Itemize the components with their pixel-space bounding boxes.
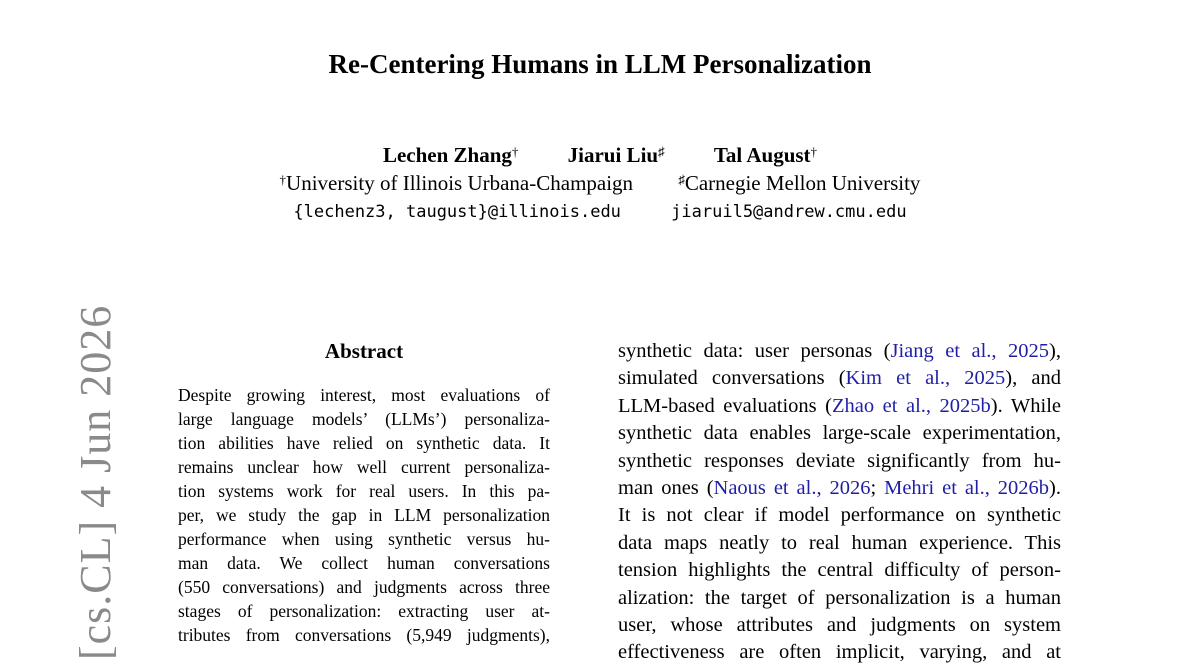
abstract-line: performance when using synthetic versus hu- <box>178 529 550 549</box>
text-run: ), <box>1049 340 1061 362</box>
text-run: synthetic data: user personas ( <box>618 340 891 362</box>
text-run: ). <box>1049 476 1061 499</box>
affiliation-cmu <box>678 169 920 197</box>
body-text-column <box>618 338 1061 667</box>
institution-name: Carnegie Mellon University <box>684 171 921 195</box>
body-line: synthetic responses deviate significantly from hu- <box>618 449 1061 472</box>
abstract-line: stages of personalization: extracting user at- <box>178 601 550 621</box>
citation-link[interactable]: Zhao et al., 2025b <box>832 394 991 417</box>
text-run: simulated conversations ( <box>618 367 846 390</box>
body-line: user, whose attributes and judgments on system <box>618 613 1061 636</box>
affiliation-mark: ♯ <box>678 172 685 187</box>
body-line: tension highlights the central difficulty of person- <box>618 559 1061 582</box>
citation-link[interactable]: Naous et al., 2026 <box>713 476 871 499</box>
body-line: It is not clear if model performance on synthetic <box>618 504 1061 527</box>
author-2 <box>568 141 665 169</box>
affiliation-institutions <box>0 169 1200 197</box>
text-run: LLM-based evaluations ( <box>618 394 833 417</box>
abstract-line: tion systems work for real users. In this pa- <box>178 481 550 501</box>
affiliation-uiuc <box>280 169 634 197</box>
abstract-heading: Abstract <box>324 339 404 363</box>
citation-link[interactable]: Kim et al., 2025 <box>845 367 1006 390</box>
author-1 <box>383 141 518 169</box>
author-name: Tal August <box>713 143 811 167</box>
citation-link[interactable]: Mehri et al., 2026b <box>884 476 1050 499</box>
text-run: ), and <box>1005 367 1061 390</box>
body-line: data maps neatly to real human experience. This <box>618 531 1061 554</box>
body-line: synthetic data enables large-scale experimentation, <box>618 422 1061 445</box>
body-line <box>618 475 1061 502</box>
paper-title: Re-Centering Humans in LLM Personalization <box>328 49 872 79</box>
author-name: Lechen Zhang <box>382 143 512 167</box>
arxiv-stamp: [cs.CL] 4 Jun 2026 <box>71 304 120 660</box>
body-line <box>618 393 1061 420</box>
email-uiuc: {lechenz3, taugust}@illinois.edu <box>293 202 621 222</box>
institution-name: University of Illinois Urbana-Champaign <box>286 171 634 195</box>
body-line: effectiveness are often implicit, varying, and at <box>618 641 1061 664</box>
abstract-line: large language models’ (LLMs’) personaliza- <box>178 409 550 429</box>
affiliation-mark: † <box>511 144 519 159</box>
abstract-line: remains unclear how well current personaliza- <box>178 457 550 477</box>
text-run: man ones ( <box>618 476 714 499</box>
text-run: ). While <box>990 394 1061 417</box>
author-name: Jiarui Liu <box>567 143 659 167</box>
body-line <box>618 338 1061 365</box>
citation-link[interactable]: Jiang et al., 2025 <box>890 340 1050 362</box>
abstract-line: Despite growing interest, most evaluations of <box>178 385 550 405</box>
body-line <box>618 365 1061 392</box>
affiliation-emails <box>0 199 1200 225</box>
author-3 <box>714 141 817 169</box>
affiliation-mark: † <box>810 144 818 159</box>
affiliation-mark: ♯ <box>658 144 665 159</box>
abstract-line: (550 conversations) and judgments across three <box>178 577 550 597</box>
abstract-line: tion abilities have relied on synthetic data. It <box>178 433 550 453</box>
author-list <box>0 141 1200 169</box>
abstract-line: tributes from conversations (5,949 judgments), <box>178 625 550 645</box>
affiliation-mark: † <box>279 172 287 187</box>
abstract-line: per, we study the gap in LLM personalization <box>178 505 550 525</box>
abstract-line: man data. We collect human conversations <box>178 553 550 573</box>
email-cmu: jiaruil5@andrew.cmu.edu <box>671 202 907 222</box>
abstract-body <box>178 383 550 647</box>
body-line: alization: the target of personalization is a human <box>618 586 1061 609</box>
text-run: ; <box>870 476 885 499</box>
